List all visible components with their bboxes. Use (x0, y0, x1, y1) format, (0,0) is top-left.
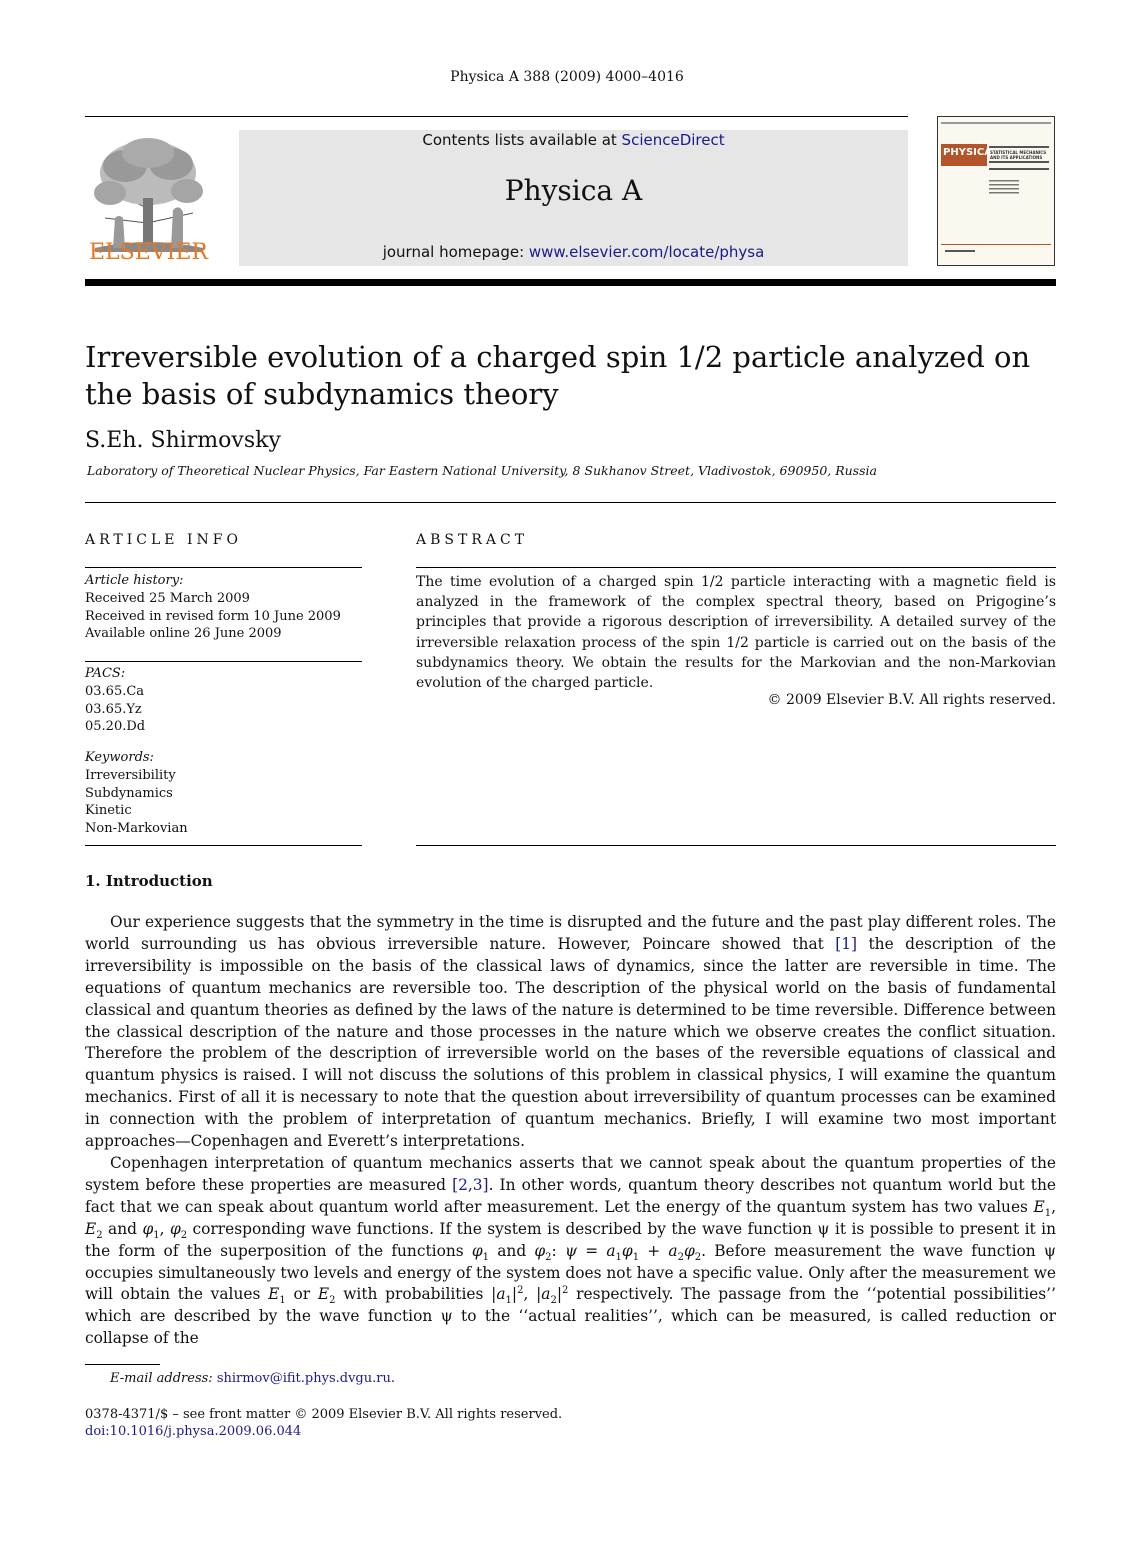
journal-name: Physica A (504, 174, 643, 207)
article-title: Irreversible evolution of a charged spin 1/2 particle analyzed on the basis of subdynamics theory (85, 340, 1031, 411)
homepage-prefix: journal homepage: (382, 243, 529, 261)
author-name: S.Eh. Shirmovsky (85, 428, 281, 453)
divider-rule (85, 502, 1056, 503)
elsevier-logo (85, 128, 212, 268)
citation-link-2-3[interactable]: [2,3] (452, 1175, 489, 1194)
article-info-rule (85, 661, 362, 662)
doi-link[interactable]: doi:10.1016/j.physa.2009.06.044 (85, 1424, 302, 1439)
text-run: . Before measurement the wave function ψ occupies simultaneously two levels and energy of the system does not have a specific value. Only after the measurement we will obtain the values (85, 1241, 1056, 1304)
running-head: Physica A 388 (2009) 4000–4016 (450, 69, 684, 85)
citation-link-1[interactable]: [1] (835, 934, 858, 953)
history-revised: Received in revised form 10 June 2009 (85, 608, 341, 624)
contents-line (239, 131, 908, 149)
issn-line: 0378-4371/$ – see front matter © 2009 Elsevier B.V. All rights reserved. (85, 1407, 563, 1422)
cover-title: PHYSICA (943, 147, 992, 158)
article-info-heading: ARTICLE INFO (85, 532, 242, 548)
history-label: Article history: (85, 573, 184, 588)
article-info-rule (85, 567, 362, 568)
sciencedirect-link[interactable]: ScienceDirect (621, 131, 725, 149)
top-rule (85, 116, 908, 117)
abstract-heading: ABSTRACT (416, 532, 529, 548)
journal-cover-thumbnail (937, 116, 1055, 266)
elsevier-wordmark: ELSEVIER (88, 240, 208, 265)
text-run: Our experience suggests that the symmetry in the time is disrupted and the future and the past play different roles. The world surrounding us has obvious irreversible nature. However, Poincare showed that (85, 913, 1056, 953)
keyword: Irreversibility (85, 767, 176, 783)
text-run: with probabilities (335, 1285, 492, 1304)
text-run: and (102, 1219, 143, 1238)
keywords-label: Keywords: (85, 750, 154, 765)
text-run: Copenhagen interpretation of quantum mechanics asserts that we cannot speak about the quantum properties of the system before these properties are measured (85, 1153, 1056, 1194)
front-matter (85, 1406, 562, 1440)
pacs-codes (85, 665, 145, 736)
article-info-rule (85, 845, 362, 846)
history-online: Available online 26 June 2009 (85, 626, 282, 642)
keyword: Non-Markovian (85, 821, 188, 837)
text-run: . In other words, quantum theory describes not quantum world but the fact that we can speak about quantum world after measurement. Let the energy of the quantum system has two values (85, 1175, 1056, 1216)
header-thick-rule (85, 279, 1056, 286)
footnote-rule (85, 1364, 160, 1365)
history-received: Received 25 March 2009 (85, 590, 250, 606)
journal-homepage-link[interactable]: www.elsevier.com/locate/physa (528, 243, 765, 261)
email-trail: . (390, 1371, 395, 1386)
author-email-footnote (110, 1371, 395, 1386)
cover-image-icon (937, 116, 1055, 266)
keyword: Kinetic (85, 803, 132, 819)
intro-paragraph-1 (85, 912, 1056, 1153)
cover-subtitle: STATISTICAL MECHANICS AND ITS APPLICATIONS (990, 150, 1047, 160)
text-run: corresponding wave functions. If the system is described by the wave function ψ it is possible to present it in the form of the superposition of the functions (85, 1219, 1057, 1260)
introduction-body (85, 912, 1056, 1350)
author-affiliation: Laboratory of Theoretical Nuclear Physics, Far Eastern National University, 8 Sukhanov Street, Vladivostok, 690950, Russia (87, 463, 877, 478)
homepage-line (239, 243, 908, 261)
pacs-code: 03.65.Yz (85, 701, 142, 717)
author-email-link[interactable]: shirmov@ifit.phys.dvgu.ru (216, 1371, 391, 1386)
email-label: E-mail address: (110, 1371, 217, 1386)
pacs-code: 05.20.Dd (85, 719, 146, 735)
keyword: Subdynamics (85, 785, 173, 801)
pacs-code: 03.65.Ca (85, 683, 145, 699)
abstract-rule (416, 845, 1056, 846)
journal-header-box (239, 130, 908, 266)
abstract-copyright: © 2009 Elsevier B.V. All rights reserved. (767, 692, 1056, 708)
contents-prefix: Contents lists available at (422, 131, 622, 149)
article-history (85, 572, 341, 643)
abstract-rule (416, 567, 1056, 568)
text-run: the description of the irreversibility is impossible on the basis of the classical laws of dynamics, since the latter are reversible in time. The equations of quantum mechanics are reversible too. The description of the physical world on the basis of fundamental classical and quantum theories as defined by the laws of the nature is determined to be time reversible. Difference between the classical description of the nature and those processes in the nature which we observe creates the conflict situation. Therefore the problem of the description of irreversible world on the bases of the reversible equations of classical and quantum physics is raised. I will not discuss the solutions of this problem in classical physics, I will examine the quantum mechanics. First of all it is necessary to note that the question about irreversibility of quantum processes can be examined in connection with the problem of interpretation of quantum mechanics. Briefly, I will examine two most important approaches—Copenhagen and Everett’s interpretations. (85, 934, 1057, 1151)
abstract-text: The time evolution of a charged spin 1/2 particle interacting with a magnetic field is analyzed in the framework of the complex spectral theory, based on Prigogine’s principles that provide a rigorous description of irreversibility. A detailed survey of the irreversible relaxation process of the spin 1/2 particle is carried out on the basis of the subdynamics theory. We obtain the results for the Markovian and the non-Markovian evolution of the charged particle. (416, 574, 1056, 692)
pacs-label: PACS: (85, 666, 126, 681)
keywords (85, 749, 188, 838)
intro-paragraph-2: Copenhagen interpretation of quantum mechanics asserts that we cannot speak about the quantum properties of the system before these properties are measured [2,3]. In other words, quantum theory describes not quantum world but the fact that we can speak about quantum world after measurement. Let the energy of the quantum system has two values $E_1$, $E_2$ and $\varphi_1$, $\varphi_2$ corresponding wave functions. If the system is described by the wave function ψ it is possible to present it in the form of the superposition of the functions $\varphi_1$ and $\varphi_2$: $\psi = a_1\varphi_1 + a_2\varphi_2$. Before measurement the wave function ψ occupies simultaneously two levels and energy of the system does not have a specific value. Only after the measurement we will obtain the values $E_1$ or $E_2$ with probabilities $|a_1|^2$, $|a_2|^2$ respectively. The passage from the ‘‘potential possibilities’’ which are described by the wave function ψ to the ‘‘actual realities’’, which can be measured, is called reduction or collapse of the (85, 1153, 1057, 1348)
section-heading-introduction: 1. Introduction (85, 872, 213, 890)
text-run: respectively. The passage from the ‘‘potential possibilities’’ which are described by the wave function ψ to the ‘‘actual realities’’, which can be measured, is called reduction or collapse of the (85, 1285, 1056, 1348)
